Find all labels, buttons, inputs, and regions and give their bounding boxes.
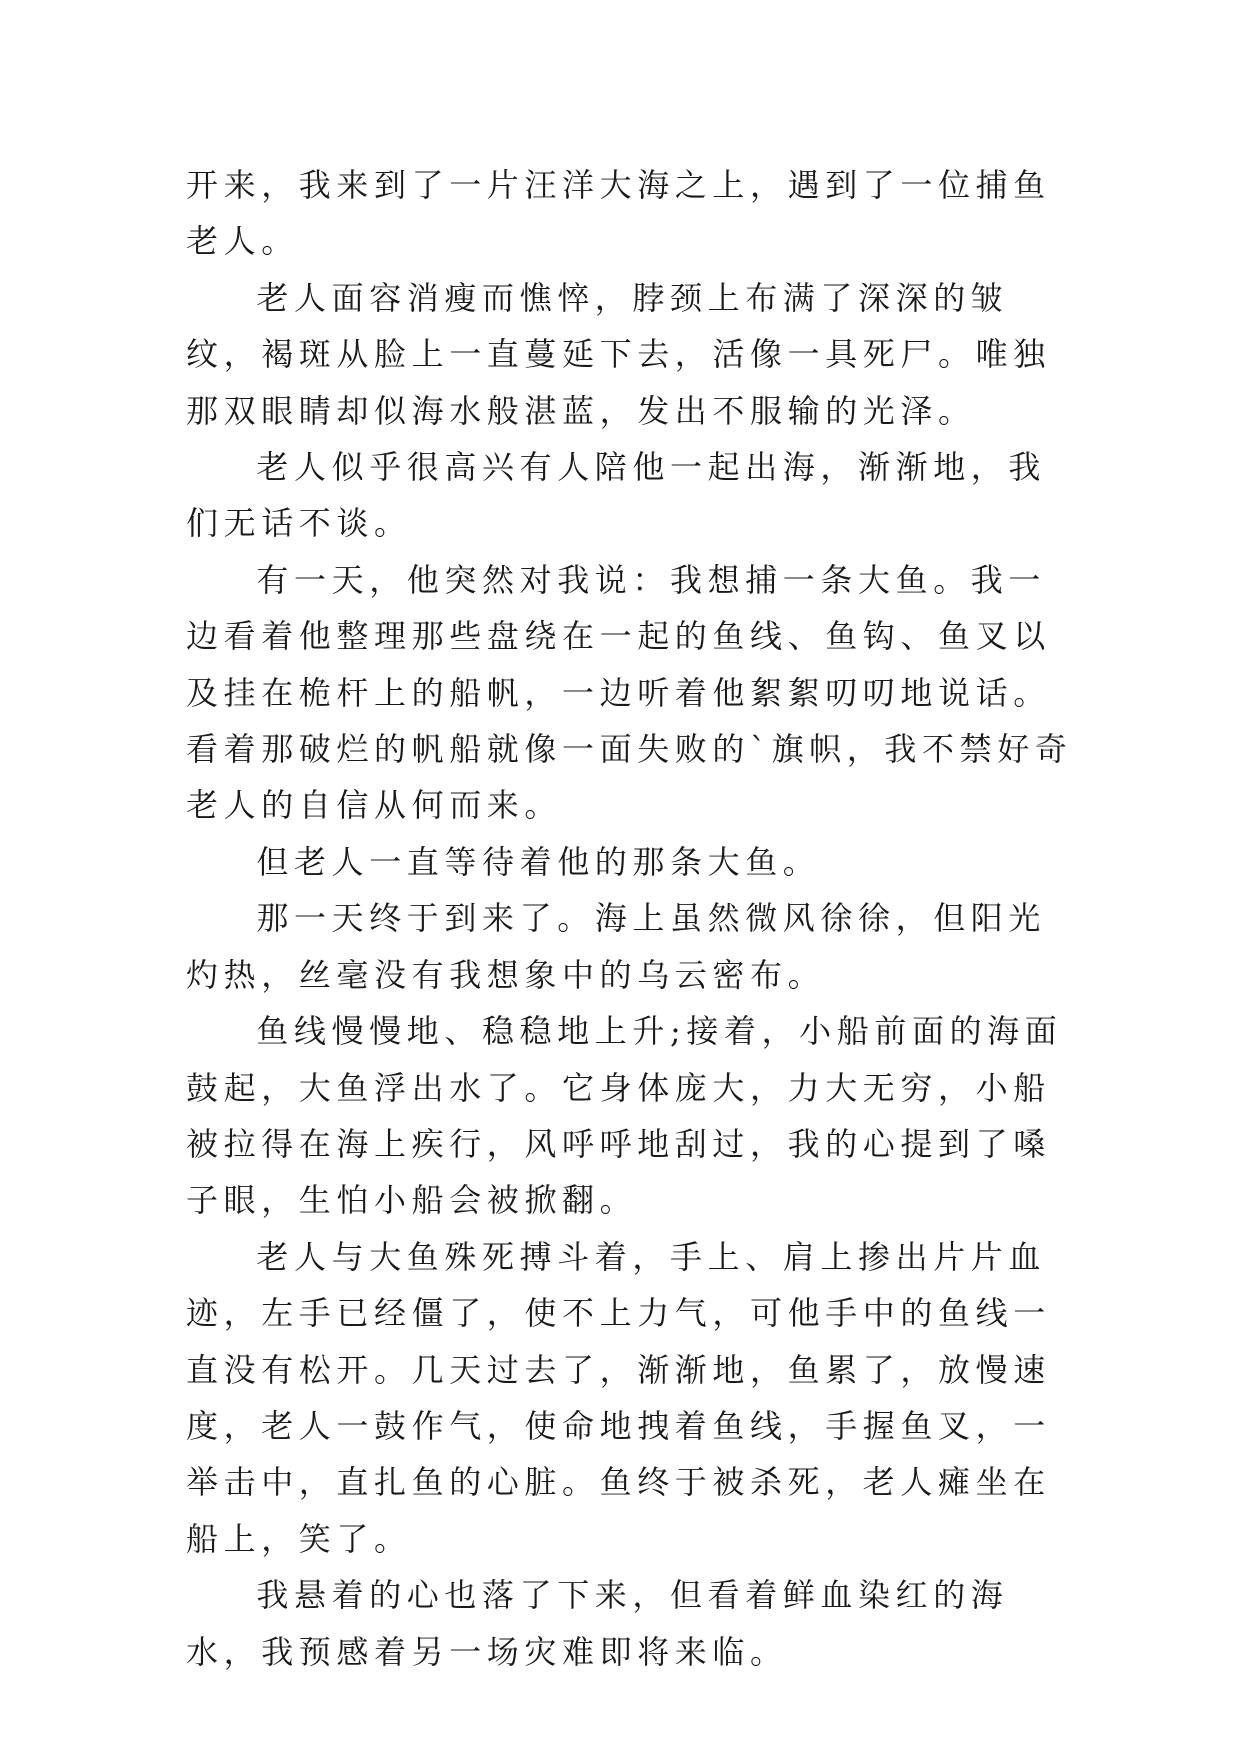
paragraph-3: 老人似乎很高兴有人陪他一起出海，渐渐地，我们无话不谈。 [186,448,1046,543]
paragraph-4: 有一天，他突然对我说：我想捕一条大鱼。我一边看着他整理那些盘绕在一起的鱼线、鱼钩、鱼叉以及挂在桅杆上的船帆，一边听着他絮絮叨叨地说话。看着那破烂的帆船就像一面失败的`旗帜，我不禁好奇老人的自信从何而来。 [186,560,1073,825]
paragraph-7: 鱼线慢慢地、稳稳地上升;接着，小船前面的海面鼓起，大鱼浮出水了。它身体庞大，力大无穷，小船被拉得在海上疾行，风呼呼地刮过，我的心提到了嗓子眼，生怕小船会被掀翻。 [186,1012,1063,1220]
document-body [186,157,1076,1680]
paragraph-9: 我悬着的心也落了下来，但看着鲜血染红的海水，我预感着另一场灾难即将来临。 [186,1576,1009,1671]
paragraph-5: 但老人一直等待着他的那条大鱼。 [256,842,821,881]
paragraph-1: 开来，我来到了一片汪洋大海之上，遇到了一位捕鱼老人。 [186,166,1051,261]
paragraph-6: 那一天终于到来了。海上虽然微风徐徐，但阳光灼热，丝毫没有我想象中的乌云密布。 [186,899,1046,994]
paragraph-2: 老人面容消瘦而憔悴，脖颈上布满了深深的皱纹，褐斑从脸上一直蔓延下去，活像一具死尸。唯独那双眼睛却似海水般湛蓝，发出不服输的光泽。 [186,278,1051,430]
paragraph-8: 老人与大鱼殊死搏斗着，手上、肩上掺出片片血迹，左手已经僵了，使不上力气，可他手中的鱼线一直没有松开。几天过去了，渐渐地，鱼累了，放慢速度，老人一鼓作气，使命地拽着鱼线，手握鱼叉，一举击中，直扎鱼的心脏。鱼终于被杀死，老人瘫坐在船上，笑了。 [186,1237,1051,1558]
